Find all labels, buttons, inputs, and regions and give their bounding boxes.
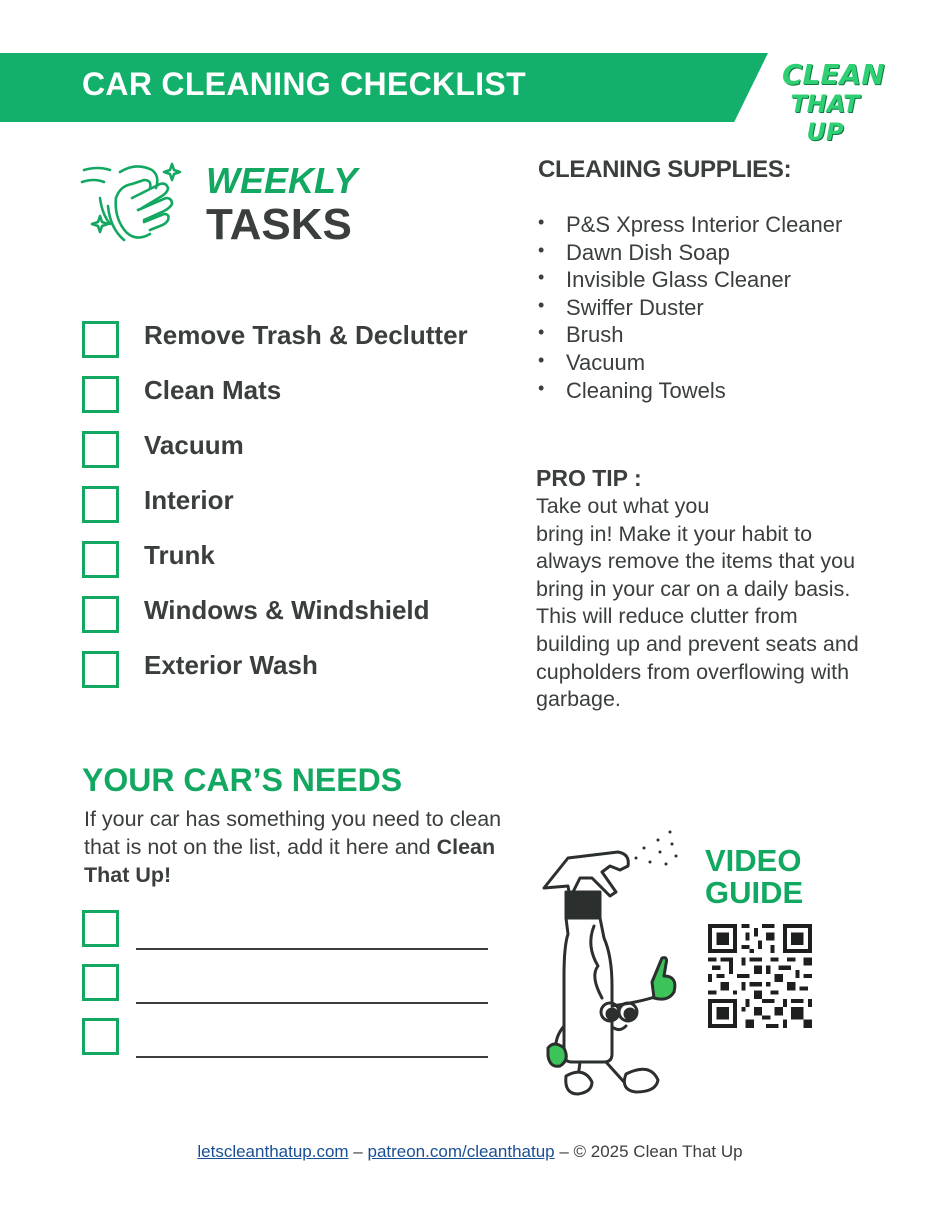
task-checkbox[interactable]: [82, 1018, 119, 1055]
blank-task-row[interactable]: [82, 1018, 488, 1054]
task-checkbox[interactable]: [82, 964, 119, 1001]
task-label: Interior: [144, 485, 234, 515]
list-item: [538, 240, 842, 268]
task-checkbox[interactable]: [82, 376, 119, 413]
brand-logo: [782, 56, 885, 146]
supply-label: Vacuum: [566, 349, 646, 375]
task-checkbox[interactable]: [82, 541, 119, 578]
bullet-icon: •: [538, 377, 545, 398]
needs-title: YOUR CAR’S NEEDS: [82, 762, 403, 798]
qr-code-icon[interactable]: [708, 924, 812, 1028]
bullet-icon: •: [538, 212, 545, 232]
task-checkbox[interactable]: [82, 486, 119, 523]
hand-wiping-sparkle-icon: [80, 158, 190, 248]
weekly-title: WEEKLY: [206, 160, 358, 201]
pro-tip-title: PRO TIP :: [536, 465, 642, 491]
task-label: Vacuum: [144, 430, 244, 460]
task-checkbox[interactable]: [82, 651, 119, 688]
list-item: [538, 212, 842, 240]
needs-body-bold: Clean That Up!: [84, 835, 496, 887]
task-label: Windows & Windshield: [144, 595, 430, 625]
task-label: Remove Trash & Declutter: [144, 320, 468, 350]
bullet-icon: •: [538, 267, 545, 288]
blank-task-row[interactable]: [82, 910, 488, 946]
supply-label: Swiffer Duster: [566, 294, 704, 320]
tasks-title: TASKS: [206, 200, 352, 249]
supply-label: Cleaning Towels: [566, 377, 726, 403]
bullet-icon: •: [538, 322, 545, 343]
logo-line-1: CLEAN: [782, 58, 885, 91]
video-guide-line-2: GUIDE: [705, 875, 804, 910]
needs-body-text: If your car has something you need to clean that is not on the list, add it here and: [84, 807, 502, 859]
footer-separator: –: [348, 1142, 368, 1161]
supply-label: Dawn Dish Soap: [566, 239, 730, 265]
list-item: [538, 267, 842, 295]
task-label: Trunk: [144, 540, 215, 570]
patreon-link[interactable]: patreon.com/cleanthatup: [367, 1142, 555, 1161]
website-link[interactable]: letscleanthatup.com: [197, 1142, 349, 1161]
supplies-list: [538, 212, 842, 405]
pro-tip-line-1: Take out what you: [536, 494, 710, 518]
supply-label: Brush: [566, 322, 624, 348]
bullet-icon: •: [538, 239, 545, 260]
write-in-line[interactable]: [136, 1002, 488, 1004]
write-in-line[interactable]: [136, 1056, 488, 1058]
video-guide-title: [705, 845, 803, 909]
footer-separator: –: [554, 1142, 574, 1161]
supply-label: Invisible Glass Cleaner: [566, 267, 791, 293]
list-item: [538, 378, 842, 406]
spray-bottle-mascot-icon: [540, 826, 685, 1102]
task-label: Clean Mats: [144, 375, 282, 405]
task-checkbox[interactable]: [82, 431, 119, 468]
blank-task-row[interactable]: [82, 964, 488, 1000]
supplies-title: CLEANING SUPPLIES:: [538, 156, 792, 183]
bullet-icon: •: [538, 294, 545, 315]
pro-tip-body: [536, 493, 876, 714]
video-guide-line-1: VIDEO: [705, 843, 802, 878]
task-label: Exterior Wash: [144, 650, 318, 680]
list-item: [538, 322, 842, 350]
needs-body: [84, 805, 504, 889]
footer: [0, 1142, 940, 1162]
bullet-icon: •: [538, 349, 545, 370]
task-checkbox[interactable]: [82, 596, 119, 633]
logo-line-2: THAT UP: [790, 90, 860, 146]
list-item: [538, 295, 842, 323]
task-checkbox[interactable]: [82, 910, 119, 947]
list-item: [538, 350, 842, 378]
write-in-line[interactable]: [136, 948, 488, 950]
task-checkbox[interactable]: [82, 321, 119, 358]
page-title: CAR CLEANING CHECKLIST: [82, 66, 526, 102]
copyright-text: © 2025 Clean That Up: [573, 1142, 743, 1161]
supply-label: P&S Xpress Interior Cleaner: [566, 212, 843, 237]
pro-tip-text: bring in! Make it your habit to always remove the items that you bring in your car on a daily basis. This will reduce clutter from building up and prevent seats and cupholders from overflowing with garbage.: [536, 521, 859, 712]
